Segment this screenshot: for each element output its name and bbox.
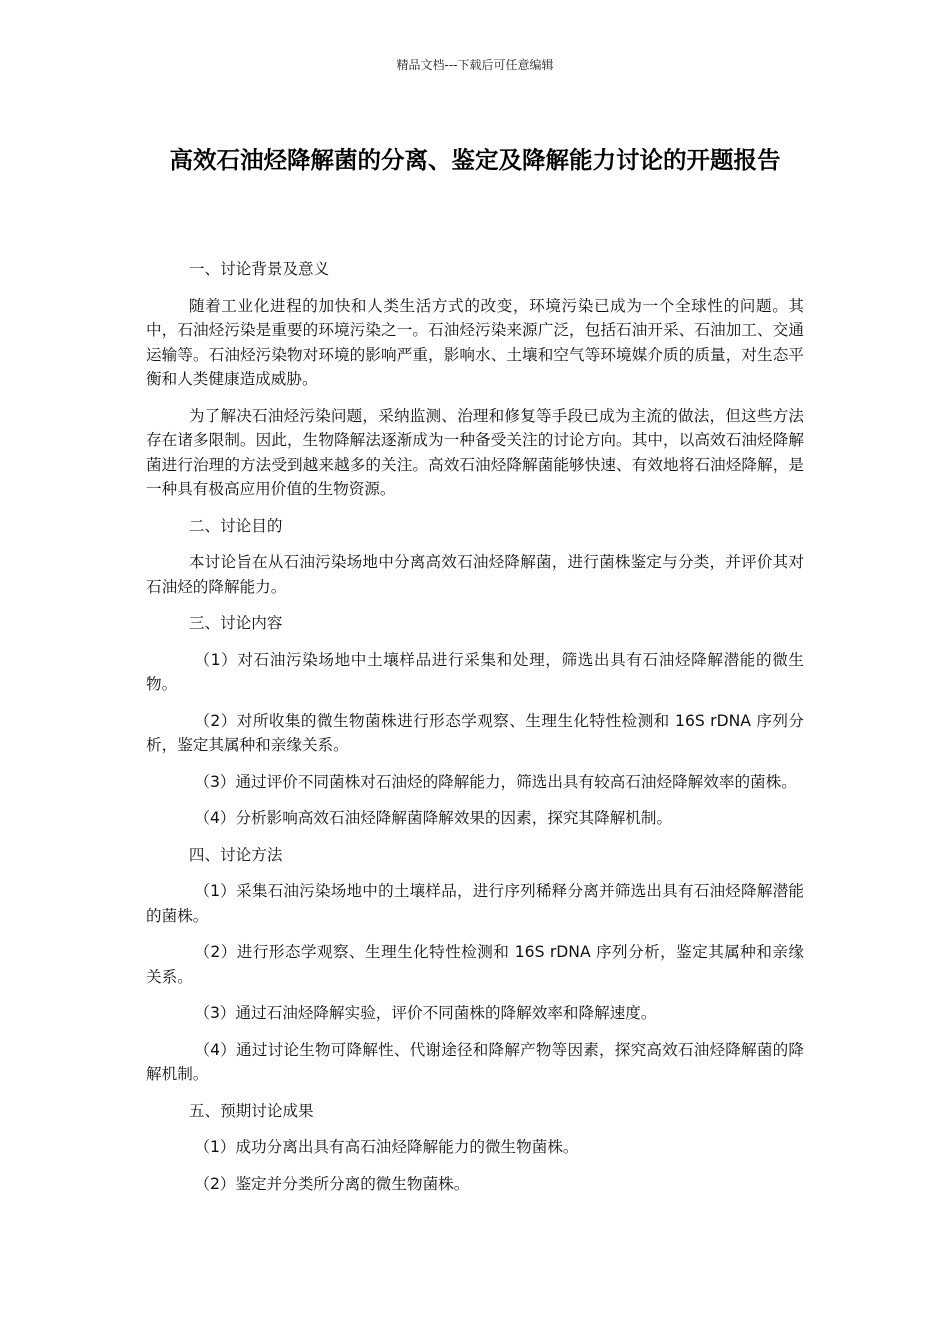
section-heading-content: 三、讨论内容: [188, 614, 283, 632]
list-item: （2）进行形态学观察、生理生化特性检测和 16S rDNA 序列分析，鉴定其属种和亲缘关系。: [146, 943, 804, 986]
list-item: （3）通过石油烃降解实验，评价不同菌株的降解效率和降解速度。: [194, 1004, 657, 1022]
header-note: 精品文档---下载后可任意编辑: [396, 58, 554, 72]
document-body: [146, 257, 804, 1208]
list-item: （1）成功分离出具有高石油烃降解能力的微生物菌株。: [194, 1138, 579, 1156]
list-item: （1）采集石油污染场地中的土壤样品，进行序列稀释分离并筛选出具有石油烃降解潜能的菌株。: [146, 882, 804, 925]
list-item: （4）通过讨论生物可降解性、代谢途径和降解产物等因素，探究高效石油烃降解菌的降解机制。: [146, 1040, 804, 1083]
section-heading-results: 五、预期讨论成果: [188, 1101, 314, 1120]
paragraph: 为了解决石油烃污染问题，采纳监测、治理和修复等手段已成为主流的做法，但这些方法存在诸多限制。因此，生物降解法逐渐成为一种备受关注的讨论方向。其中，以高效石油烃降解菌进行治理的方法受到越来越多的关注。高效石油烃降解菌能够快速、有效地将石油烃降解，是一种具有极高应用价值的生物资源。: [146, 406, 804, 498]
section-heading-background: 一、讨论背景及意义: [188, 260, 330, 278]
page-title: 高效石油烃降解菌的分离、鉴定及降解能力讨论的开题报告: [169, 146, 781, 174]
list-item: （2）鉴定并分类所分离的微生物菌株。: [194, 1174, 470, 1193]
list-item: （2）对所收集的微生物菌株进行形态学观察、生理生化特性检测和 16S rDNA 序列分析，鉴定其属种和亲缘关系。: [146, 711, 804, 754]
paragraph: 本讨论旨在从石油污染场地中分离高效石油烃降解菌，进行菌株鉴定与分类，并评价其对石油烃的降解能力。: [146, 553, 804, 596]
list-item: （3）通过评价不同菌株对石油烃的降解能力，筛选出具有较高石油烃降解效率的菌株。: [194, 772, 797, 791]
list-item: （4）分析影响高效石油烃降解菌降解效果的因素，探究其降解机制。: [194, 809, 673, 827]
list-item: （1）对石油污染场地中土壤样品进行采集和处理，筛选出具有石油烃降解潜能的微生物。: [146, 650, 804, 693]
section-heading-method: 四、讨论方法: [188, 845, 283, 864]
paragraph: 随着工业化进程的加快和人类生活方式的改变，环境污染已成为一个全球性的问题。其中，石油烃污染是重要的环境污染之一。石油烃污染来源广泛，包括石油开采、石油加工、交通运输等。石油烃污染物对环境的影响严重，影响水、土壤和空气等环境媒介质的质量，对生态平衡和人类健康造成威胁。: [146, 296, 804, 388]
section-heading-purpose: 二、讨论目的: [188, 516, 283, 535]
